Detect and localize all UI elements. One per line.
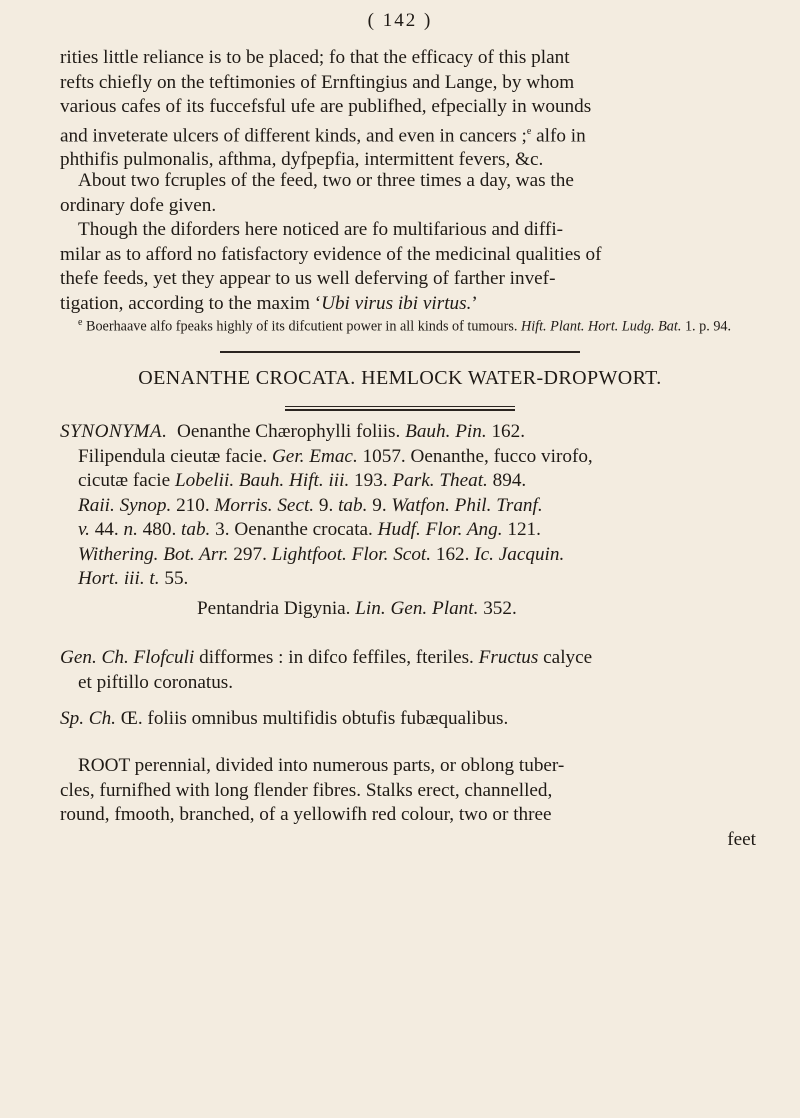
catchword: feet bbox=[727, 828, 756, 850]
text-line: round, fmooth, branched, of a yellowifh red colour, two or three bbox=[60, 804, 552, 825]
text-line: cles, furnifhed with long flender fibres. Stalks erect, channelled, bbox=[60, 779, 553, 801]
text-line: SYNONYMA. Oenanthe Chærophylli foliis. Bauh. Pin. 162. bbox=[60, 421, 526, 442]
footnote: $^e$ Boerhaave alfo fpeaks highly of its difcutient power in all kinds of tumours. Hift. Plant. Hort. Ludg. Bat. 1. p. 94. bbox=[78, 317, 732, 335]
text-line: tigation, according to the maxim ‘Ubi virus ibi virtus.’ bbox=[60, 292, 478, 314]
paragraph-efficacy bbox=[60, 46, 760, 173]
text-line: v. 44. n. 480. tab. 3. Oenanthe crocata. Hudf. Flor. Ang. 121. bbox=[78, 519, 541, 540]
specific-character bbox=[60, 707, 760, 732]
text-line: Gen. Ch. Flofculi difformes : in difco feffiles, fteriles. Fructus calyce bbox=[60, 647, 593, 668]
footnote-ref: e bbox=[526, 125, 532, 137]
text-line: Sp. Ch. Œ. foliis omnibus multifidis obtufis fubæqualibus. bbox=[60, 708, 509, 729]
page-number: ( 142 ) bbox=[367, 10, 433, 31]
heading-underline bbox=[285, 409, 515, 411]
classification-line: Pentandria Digynia. Lin. Gen. Plant. 352. bbox=[197, 598, 517, 619]
divider-rule bbox=[220, 351, 580, 353]
text-line: thefe feeds, yet they appear to us well deferving of farther invef- bbox=[60, 268, 556, 289]
paragraph-root bbox=[60, 754, 760, 852]
paragraph-dose bbox=[60, 169, 760, 218]
paragraph-disorders bbox=[60, 218, 760, 316]
text-line: various cafes of its fuccefsful ufe are publifhed, efpecially in wounds bbox=[60, 96, 592, 117]
text-line: ordinary dofe given. bbox=[60, 194, 217, 216]
text-line: refts chiefly on the teftimonies of Ernftingius and Lange, by whom bbox=[60, 71, 575, 93]
text-line: Hort. iii. t. 55. bbox=[78, 568, 189, 589]
footnote-mark: e bbox=[78, 317, 83, 328]
text-line: ROOT perennial, divided into numerous parts, or oblong tuber- bbox=[78, 755, 565, 776]
text-line: cicutæ facie Lobelii. Bauh. Hift. iii. 193. Park. Theat. 894. bbox=[78, 470, 527, 491]
text-line: Though the diforders here noticed are fo multifarious and diffi- bbox=[78, 219, 564, 240]
species-heading: OENANTHE CROCATA. HEMLOCK WATER-DROPWORT. bbox=[138, 367, 662, 389]
text-line: phthifis pulmonalis, afthma, dyfpepfia, intermittent fevers, &c. bbox=[60, 149, 544, 171]
text-line: Withering. Bot. Arr. 297. Lightfoot. Flor. Scot. 162. Ic. Jacquin. bbox=[78, 543, 565, 565]
text-line: et piftillo coronatus. bbox=[78, 671, 234, 693]
text-line: rities little reliance is to be placed; fo that the efficacy of this plant bbox=[60, 47, 570, 68]
heading-underline bbox=[285, 406, 515, 407]
text-line: Raii. Synop. 210. Morris. Sect. 9. tab. 9. Watfon. Phil. Tranf. bbox=[78, 494, 543, 516]
text-line: milar as to afford no fatisfactory evidence of the medicinal qualities of bbox=[60, 243, 602, 265]
text-line: and inveterate ulcers of different kinds, and even in cancers ;$^e$ alfo in bbox=[60, 124, 586, 146]
synonyma-block bbox=[60, 420, 760, 592]
synonyma-label: SYNONYMA. bbox=[60, 421, 168, 442]
text-line: About two fcruples of the feed, two or three times a day, was the bbox=[78, 170, 574, 191]
generic-character bbox=[60, 646, 760, 695]
text-line: Filipendula cieutæ facie. Ger. Emac. 1057. Oenanthe, fucco virofo, bbox=[78, 445, 593, 467]
